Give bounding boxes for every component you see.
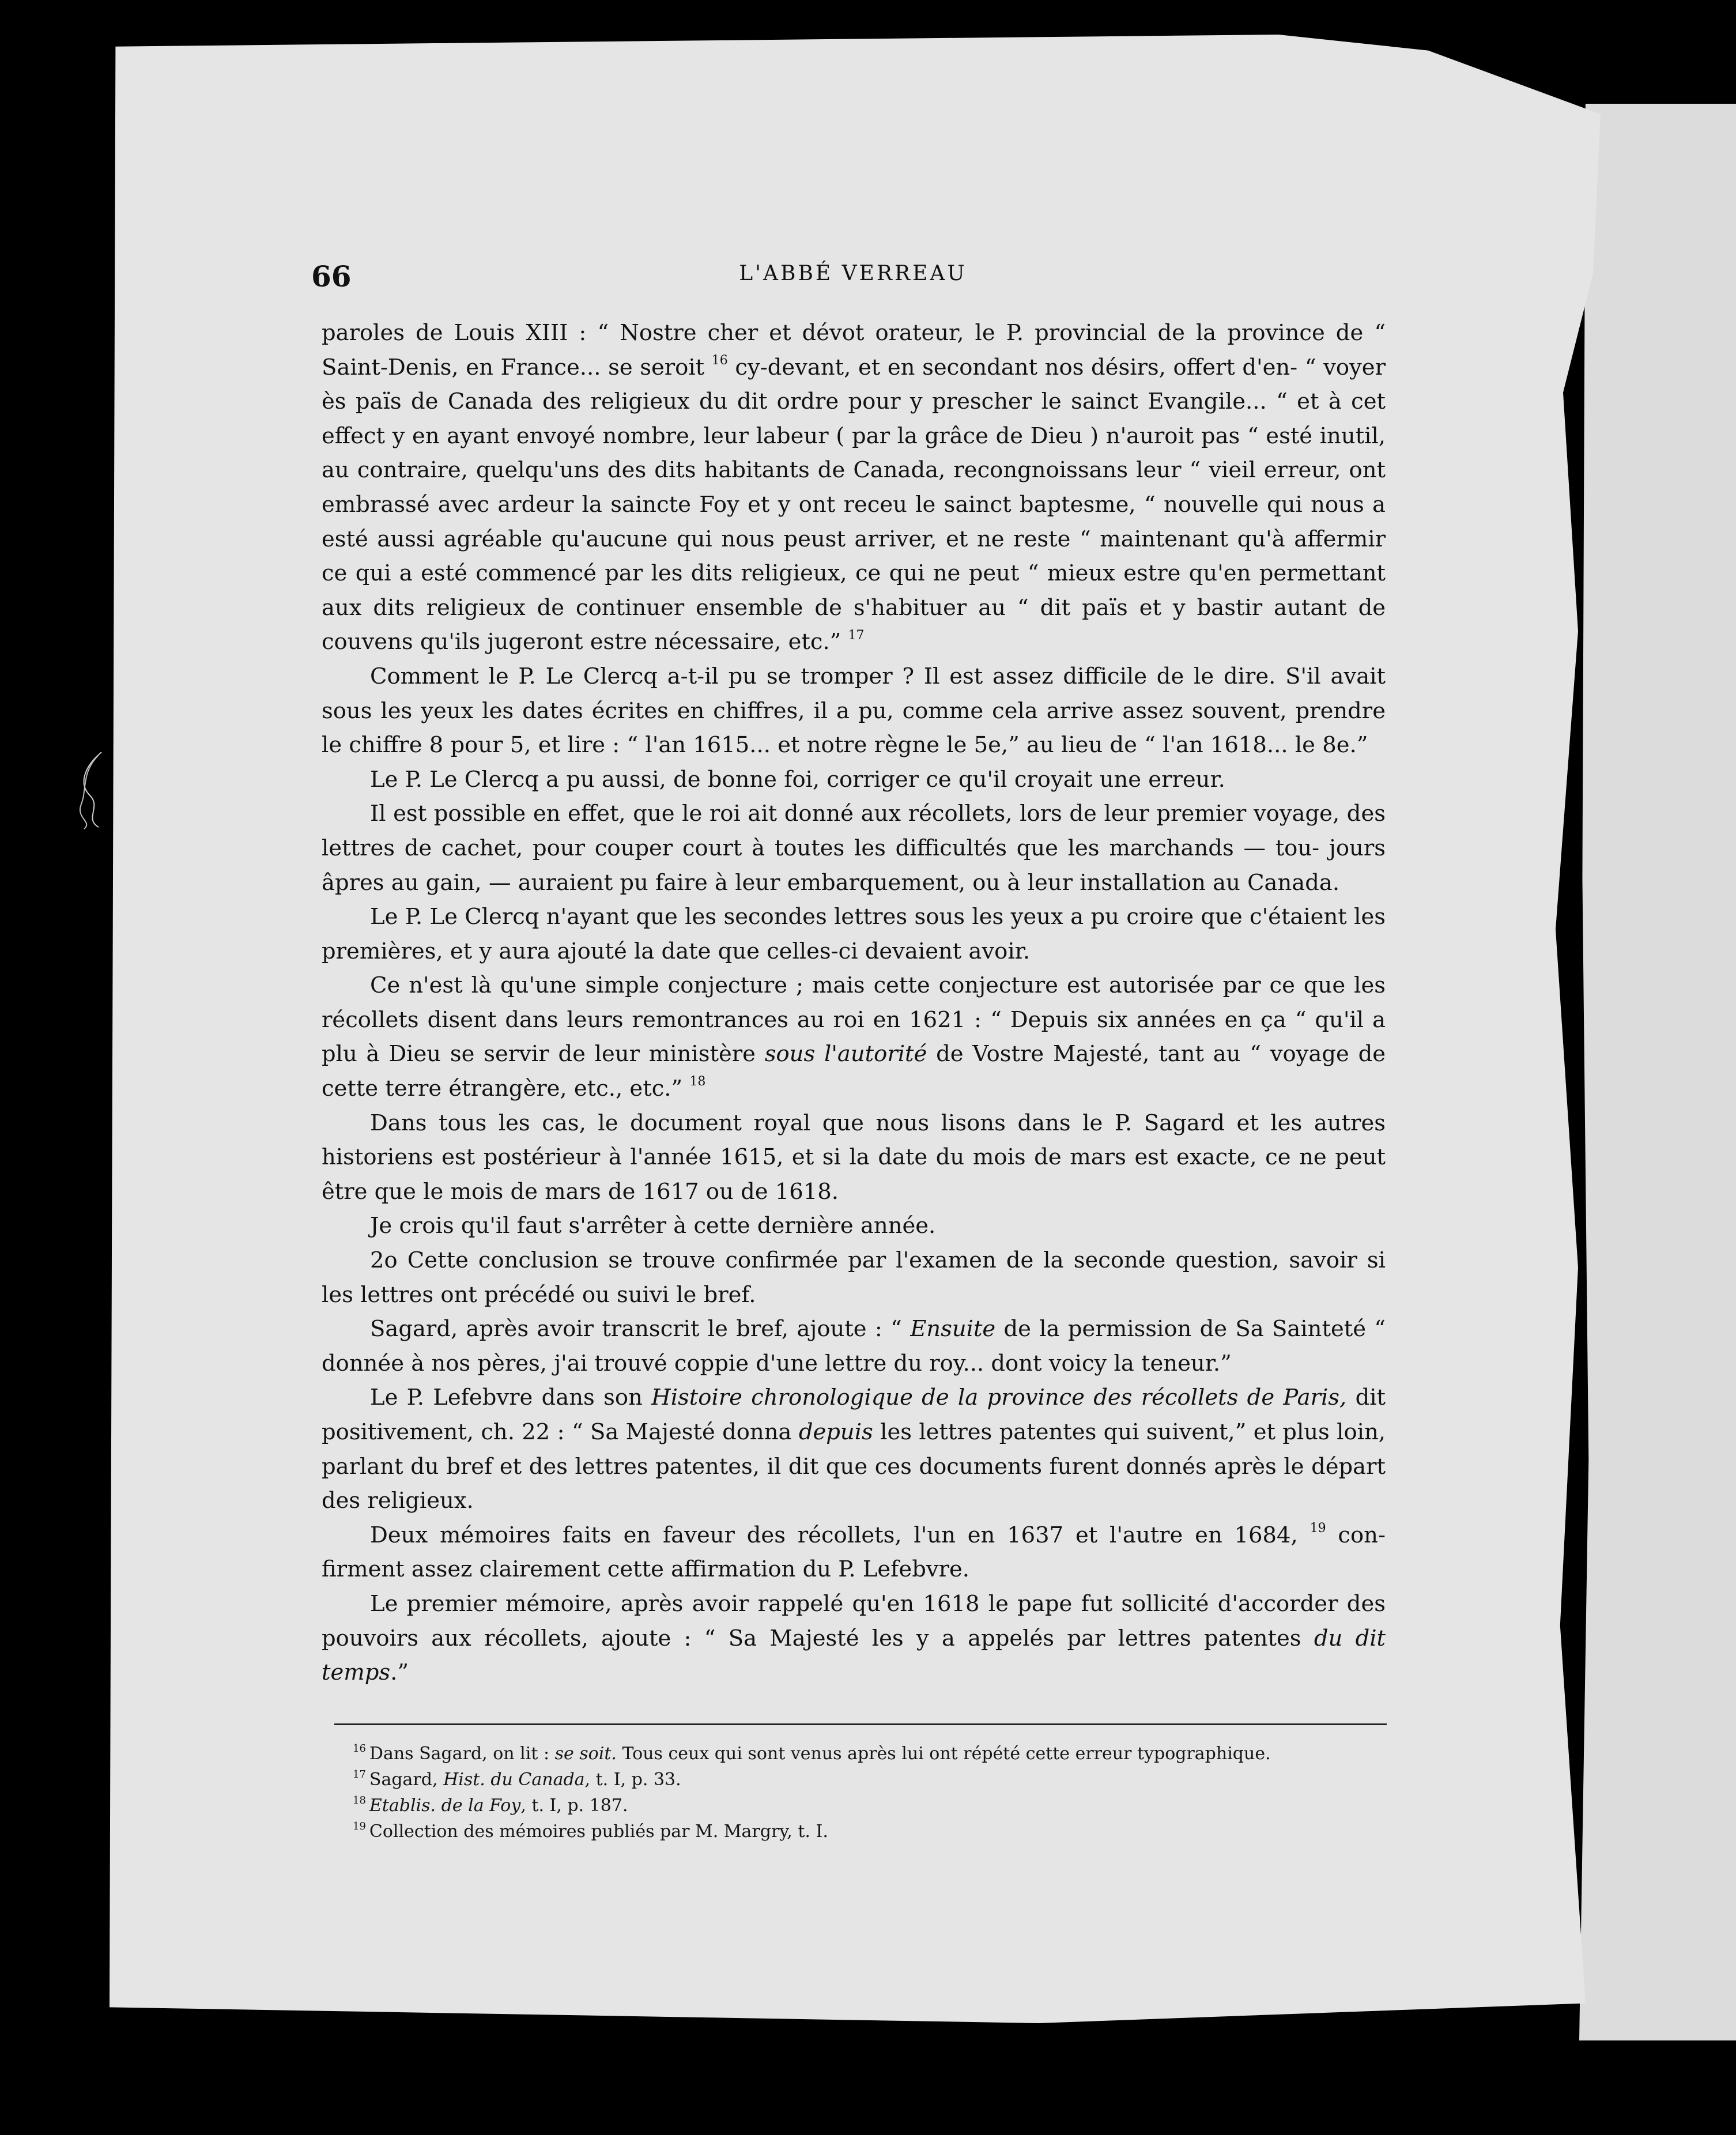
footnote: [353, 1793, 1390, 1819]
paragraph-text: Le P. Lefebvre dans son: [370, 1385, 652, 1411]
binding-thread: [73, 749, 107, 830]
italic-text: Histoire chronologique de la province des récollets de Paris,: [651, 1385, 1347, 1411]
footnote-text: , t. I, p. 33.: [584, 1770, 681, 1790]
footnote-ref: 19: [1309, 1521, 1326, 1536]
paragraph: 2o Cette conclusion se trouve confirmée par l'examen de la seconde question, savoir si les lettres ont précédé ou suivi le bref.: [322, 1247, 1386, 1308]
paragraph: [322, 316, 1386, 659]
footnote-text: Tous ceux qui sont venus après lui ont répété cette erreur typographique.: [616, 1744, 1271, 1764]
paragraph-text: dit positivement, ch. 22 : “ Sa Majesté donna: [322, 1385, 1386, 1445]
paragraph: Dans tous les cas, le document royal que nous lisons dans le P. Sagard et les autres historiens est postérieur à l'année 1615, et si la date du mois de mars est exacte, ce ne peut être que le mois de mars de 1617 ou de 1618.: [322, 1110, 1386, 1205]
footnote-ref: 18: [689, 1074, 706, 1089]
footnote-italic: Etablis. de la Foy: [369, 1795, 521, 1816]
running-head: [311, 259, 1395, 294]
footnote-number: 16: [353, 1742, 366, 1755]
paragraph: [322, 1587, 1386, 1690]
footnote: [353, 1767, 1390, 1793]
paragraph-text: Le premier mémoire, après avoir rappelé qu'en 1618 le pape fut sollicité d'accorder des pouvoirs aux récollets, ajoute : “ Sa Majesté les y a appelés par lettres patentes: [322, 1590, 1386, 1651]
paragraph-text: les lettres patentes qui suivent,” et plus loin, parlant du bref et des lettres patentes, il dit que ces documents furent donnés après le départ des religieux.: [322, 1419, 1386, 1514]
footnote-number: 17: [353, 1768, 366, 1781]
paragraph: [322, 1518, 1386, 1587]
paragraph-text: .”: [390, 1659, 409, 1686]
footnote-ref: 16: [711, 353, 728, 368]
italic-text: du dit temps: [322, 1625, 1386, 1686]
footnote: [353, 1819, 1390, 1844]
italic-text: sous l'autorité: [764, 1041, 927, 1068]
paragraph-text: de Vostre Majesté, tant au “ voyage de cette terre étrangère, etc., etc.”: [322, 1041, 1386, 1102]
footnote-text: Dans Sagard, on lit :: [369, 1744, 555, 1764]
paragraph-text: Sagard, après avoir transcrit le bref, ajoute : “: [370, 1316, 911, 1342]
paragraph: Le P. Le Clercq n'ayant que les secondes lettres sous les yeux a pu croire que c'étaient les premières, et y aura ajouté la date que celles-ci devaient avoir.: [322, 904, 1386, 964]
footnote-italic: se soit.: [554, 1744, 617, 1764]
footnote-text: , t. I, p. 187.: [520, 1795, 628, 1816]
paragraph: Comment le P. Le Clercq a-t-il pu se tromper ? Il est assez difficile de le dire. S'il avait sous les yeux les dates écrites en chiffres, il a pu, comme cela arrive assez souvent, prendre le chiffre 8 pour 5, et lire : “ l'an 1615... et notre règne le 5e,” au lieu de “ l'an 1618... le 8e.”: [322, 663, 1386, 759]
footnote: [353, 1741, 1390, 1767]
italic-text: Ensuite: [910, 1316, 996, 1342]
paragraph: Je crois qu'il faut s'arrêter à cette dernière année.: [370, 1213, 936, 1239]
footnote-ref: 17: [848, 628, 865, 643]
footnotes: [353, 1741, 1390, 1844]
body-text: [322, 316, 1386, 1690]
paragraph-text: Ce n'est là qu'une simple conjecture ; mais cette conjecture est autorisée par ce que les récollets disent dans leurs remontrances au roi en 1621 : “ Depuis six années en ça “ qu'il a plu à Dieu se servir de leur ministère: [322, 972, 1386, 1068]
paragraph: [322, 1380, 1386, 1518]
paragraph: [322, 1312, 1386, 1380]
paragraph-text: Deux mémoires faits en faveur des récollets, l'un en 1637 et l'autre en 1684,: [370, 1522, 1310, 1548]
paragraph: Il est possible en effet, que le roi ait donné aux récollets, lors de leur premier voyage, des lettres de cachet, pour couper court à toutes les difficultés que les marchands — tou- jours âpres au gain, — auraient pu faire à leur embarquement, ou à leur installation au Canada.: [322, 801, 1386, 896]
running-title: L'ABBÉ VERREAU: [739, 262, 967, 285]
paragraph-text: con- firment assez clairement cette affirmation du P. Lefebvre.: [322, 1522, 1386, 1583]
page-number: 66: [311, 259, 352, 293]
paragraph-text: cy-devant, et en secondant nos désirs, offert d'en- “ voyer ès païs de Canada des religieux du dit ordre pour y prescher le sainct Evangile... “ et à cet effect y en ayant envoyé nombre, leur labeur ( par la grâce de Dieu ) n'auroit pas “ esté inutil, au contraire, quelqu'uns des dits habitants de Canada, recongnoissans leur “ vieil erreur, ont embrassé avec ardeur la saincte Foy et y ont receu le sainct baptesme, “ nouvelle qui nous a esté aussi agréable qu'aucune qui nous peust arriver, et ne reste “ maintenant qu'à affermir ce qui a esté commencé par les dits religieux, ce qui ne peut “ mieux estre qu'en permettant aux dits religieux de continuer ensemble de s'habituer au “ dit païs et y bastir autant de couvens qu'ils jugeront estre nécessaire, etc.”: [322, 354, 1386, 655]
paragraph-text: de la permission de Sa Sainteté “ donnée à nos pères, j'ai trouvé coppie d'une lettre du roy... dont voicy la teneur.”: [322, 1316, 1386, 1376]
adjacent-page-edge: [1579, 104, 1736, 2040]
footnote-italic: Hist. du Canada: [443, 1770, 585, 1790]
footnote-divider: [334, 1723, 1387, 1725]
footnote-number: 18: [353, 1794, 366, 1806]
paragraph: Le P. Le Clercq a pu aussi, de bonne foi, corriger ce qu'il croyait une erreur.: [370, 766, 1225, 793]
paragraph-text: paroles de Louis XIII : “ Nostre cher et dévot orateur, le P. provincial de la province de “ Saint-Denis, en France... se seroit: [322, 320, 1386, 380]
paragraph: [322, 968, 1386, 1106]
footnote-text: Sagard,: [369, 1770, 444, 1790]
italic-text: depuis: [798, 1419, 873, 1445]
footnote-text: Collection des mémoires publiés par M. Margry, t. I.: [369, 1821, 828, 1842]
footnote-number: 19: [353, 1820, 366, 1832]
